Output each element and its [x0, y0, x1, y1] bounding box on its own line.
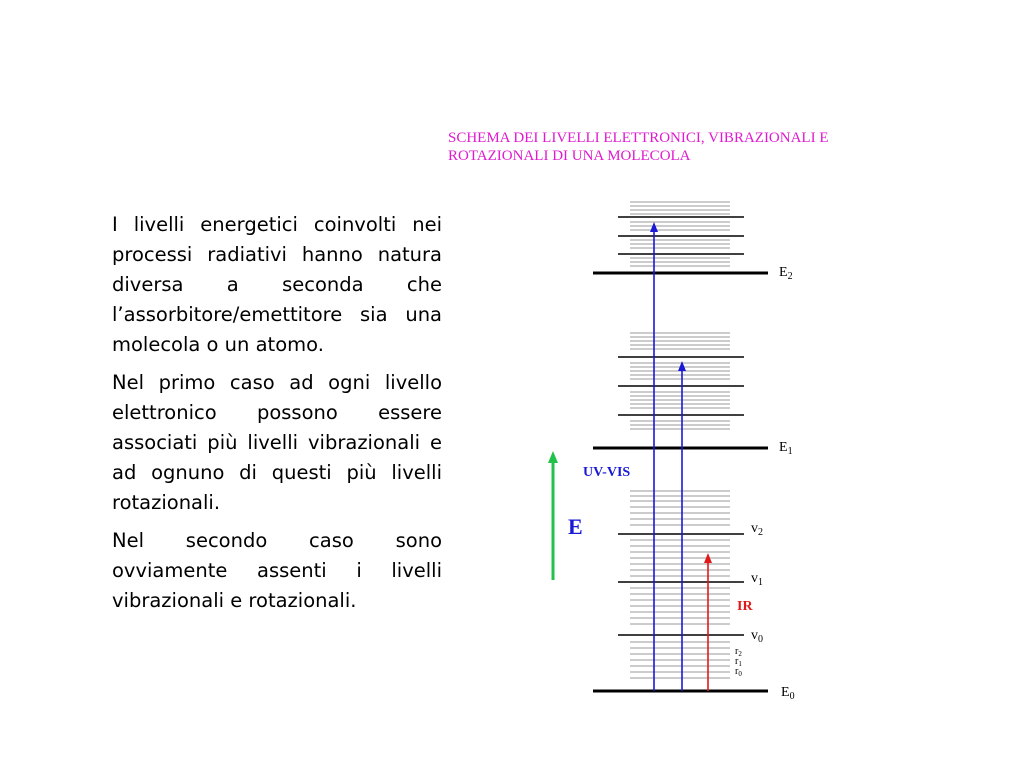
energy-label: E — [568, 514, 583, 539]
label-v1: $v_1$ — [751, 571, 763, 588]
vibrational-levels — [618, 217, 744, 635]
label-v2: $v_2$ — [751, 521, 763, 538]
title-line-1: SCHEMA DEI LIVELLI ELETTRONICI, VIBRAZIONALI E — [448, 130, 829, 146]
label-v0: $v_0$ — [751, 628, 763, 645]
paragraph-3: Nel secondo caso sono ovviamente assenti i livelli vibrazionali e rotazionali. — [112, 529, 442, 612]
ir-label: IR — [737, 599, 753, 614]
paragraph-1: I livelli energetici coinvolti nei processi radiativi hanno natura diversa a seconda che l’assorbitore/emettitore sia una molecola o un atomo. — [112, 213, 442, 356]
title-line-2: ROTAZIONALI DI UNA MOLECOLA — [448, 148, 691, 164]
label-r1: $r_1$ — [735, 656, 742, 668]
label-r2: $r_2$ — [735, 646, 742, 658]
label-r0: $r_0$ — [735, 666, 742, 678]
label-e0: $E_0$ — [781, 685, 795, 702]
label-e2: $E_2$ — [779, 265, 793, 282]
paragraph-2: Nel primo caso ad ogni livello elettronico possono essere associati più livelli vibrazionali e ad ognuno di questi più livelli rotazionali. — [112, 371, 442, 514]
uvvis-label: UV-VIS — [583, 465, 631, 480]
label-e1: $E_1$ — [779, 440, 793, 457]
electronic-levels — [593, 273, 768, 691]
